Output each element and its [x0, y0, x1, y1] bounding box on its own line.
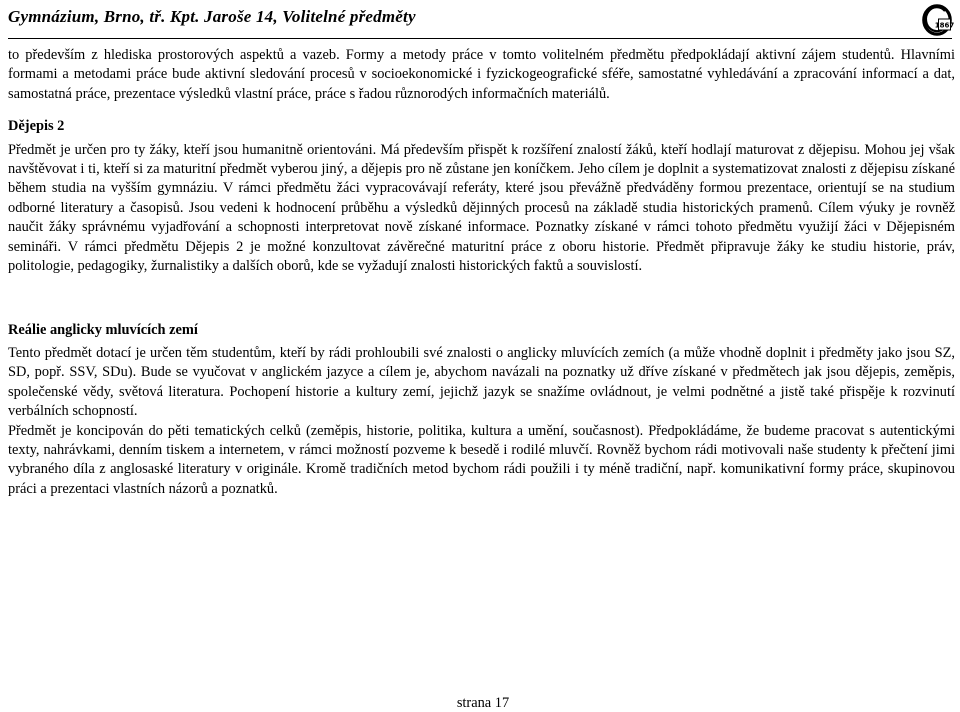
section-title-realie: Reálie anglicky mluvících zemí [8, 322, 198, 339]
header-title: Gymnázium, Brno, tř. Kpt. Jaroše 14, Volitelné předměty [8, 7, 416, 26]
dejepis-paragraph: Předmět je určen pro ty žáky, kteří jsou humanitně orientováni. Má především přispět k rozšíření znalostí žáků, kteří hodlají maturovat z dějepisu. Mohou jej však navštěvovat i ti, kteří si za maturitní předmět vyberou jiný, a dějepis pro ně zůstane jen koníčkem. Jeho cílem je doplnit a systematizovat znalosti z dějepisu získané během studia na vyšším gymnáziu. V rámci předmětu žáci vypracovávají referáty, které jsou převážně předváděny formou prezentace, orientují se na studium odborné literatury a časopisů. Jsou vedeni k hodnocení průběhu a výsledků dějinných procesů na základě studia historických pramenů. Cílem výuky je rovněž naučit žáky správnému vyjadřování a schopnosti interpretovat nově získané informace. Poznatky získané v rámci tohoto předmětu využijí žáci v Dějepisném semináři. V rámci předmětu Dějepis 2 je možné konzultovat závěrečné maturitní práce z oboru historie. Předmět připravuje žáky ke studiu historie, práv, politologie, pedagogiky, žurnalistiky a dalších oborů, kde se vyžadují znalosti historických faktů a souvislostí. [8, 141, 955, 275]
section-title-dejepis: Dějepis 2 [8, 118, 65, 135]
realie-paragraph-1: Tento předmět dotací je určen těm studentům, kteří by rádi prohloubili své znalosti o anglicky mluvících zemích (a může vhodně doplnit i předměty jako jsou SZ, SD, popř. SSV, SDu). Bude se vyučovat v anglickém jazyce a cílem je, abychom navázali na poznatky už dříve získané v předmětech jak jsou dějepis, zeměpis, společenské vědy, světová literatura. Pochopení historie a kultury zemí, jejichž jazyk se snažíme ovládnout, je velmi podnětné a jistě také přispěje k rozvinutí verbálních schopností. [8, 344, 955, 420]
page-content [8, 46, 955, 499]
school-logo-icon [922, 4, 955, 36]
section-spacer [8, 276, 955, 321]
page-header [8, 4, 955, 39]
intro-paragraph: to především z hlediska prostorových aspektů a vazeb. Formy a metody práce v tomto volitelném předmětu předpokládají aktivní zájem studentů. Hlavními formami a metodami práce bude aktivní sledování procesů v socioekonomické i fyzickogeografické sféře, samostatné vyhledávání a zpracování informací a dat, samostatná práce, prezentace výsledků vlastní práce, práce s řadou různorodých informačních materiálů. [8, 47, 955, 102]
realie-paragraph-2: Předmět je koncipován do pěti tematických celků (zeměpis, historie, politika, kultura a umění, současnost). Předpokládáme, že budeme pracovat s autentickými texty, nahrávkami, denním tiskem a internetem, v rámci možností pozveme k besedě i rodilé mluvčí. Rovněž bychom rádi motivovali naše studenty k přečtení jimi vybraného díla z anglosaské literatury v originále. Kromě tradičních metod bychom rádi použili i ty méně tradiční, např. komunikativní formy práce, skupinovou práci a prezentaci vlastních názorů a poznatků. [8, 422, 955, 497]
page-footer [0, 694, 960, 712]
logo-year: 1867 [934, 21, 955, 30]
page-number: strana 17 [456, 695, 510, 711]
